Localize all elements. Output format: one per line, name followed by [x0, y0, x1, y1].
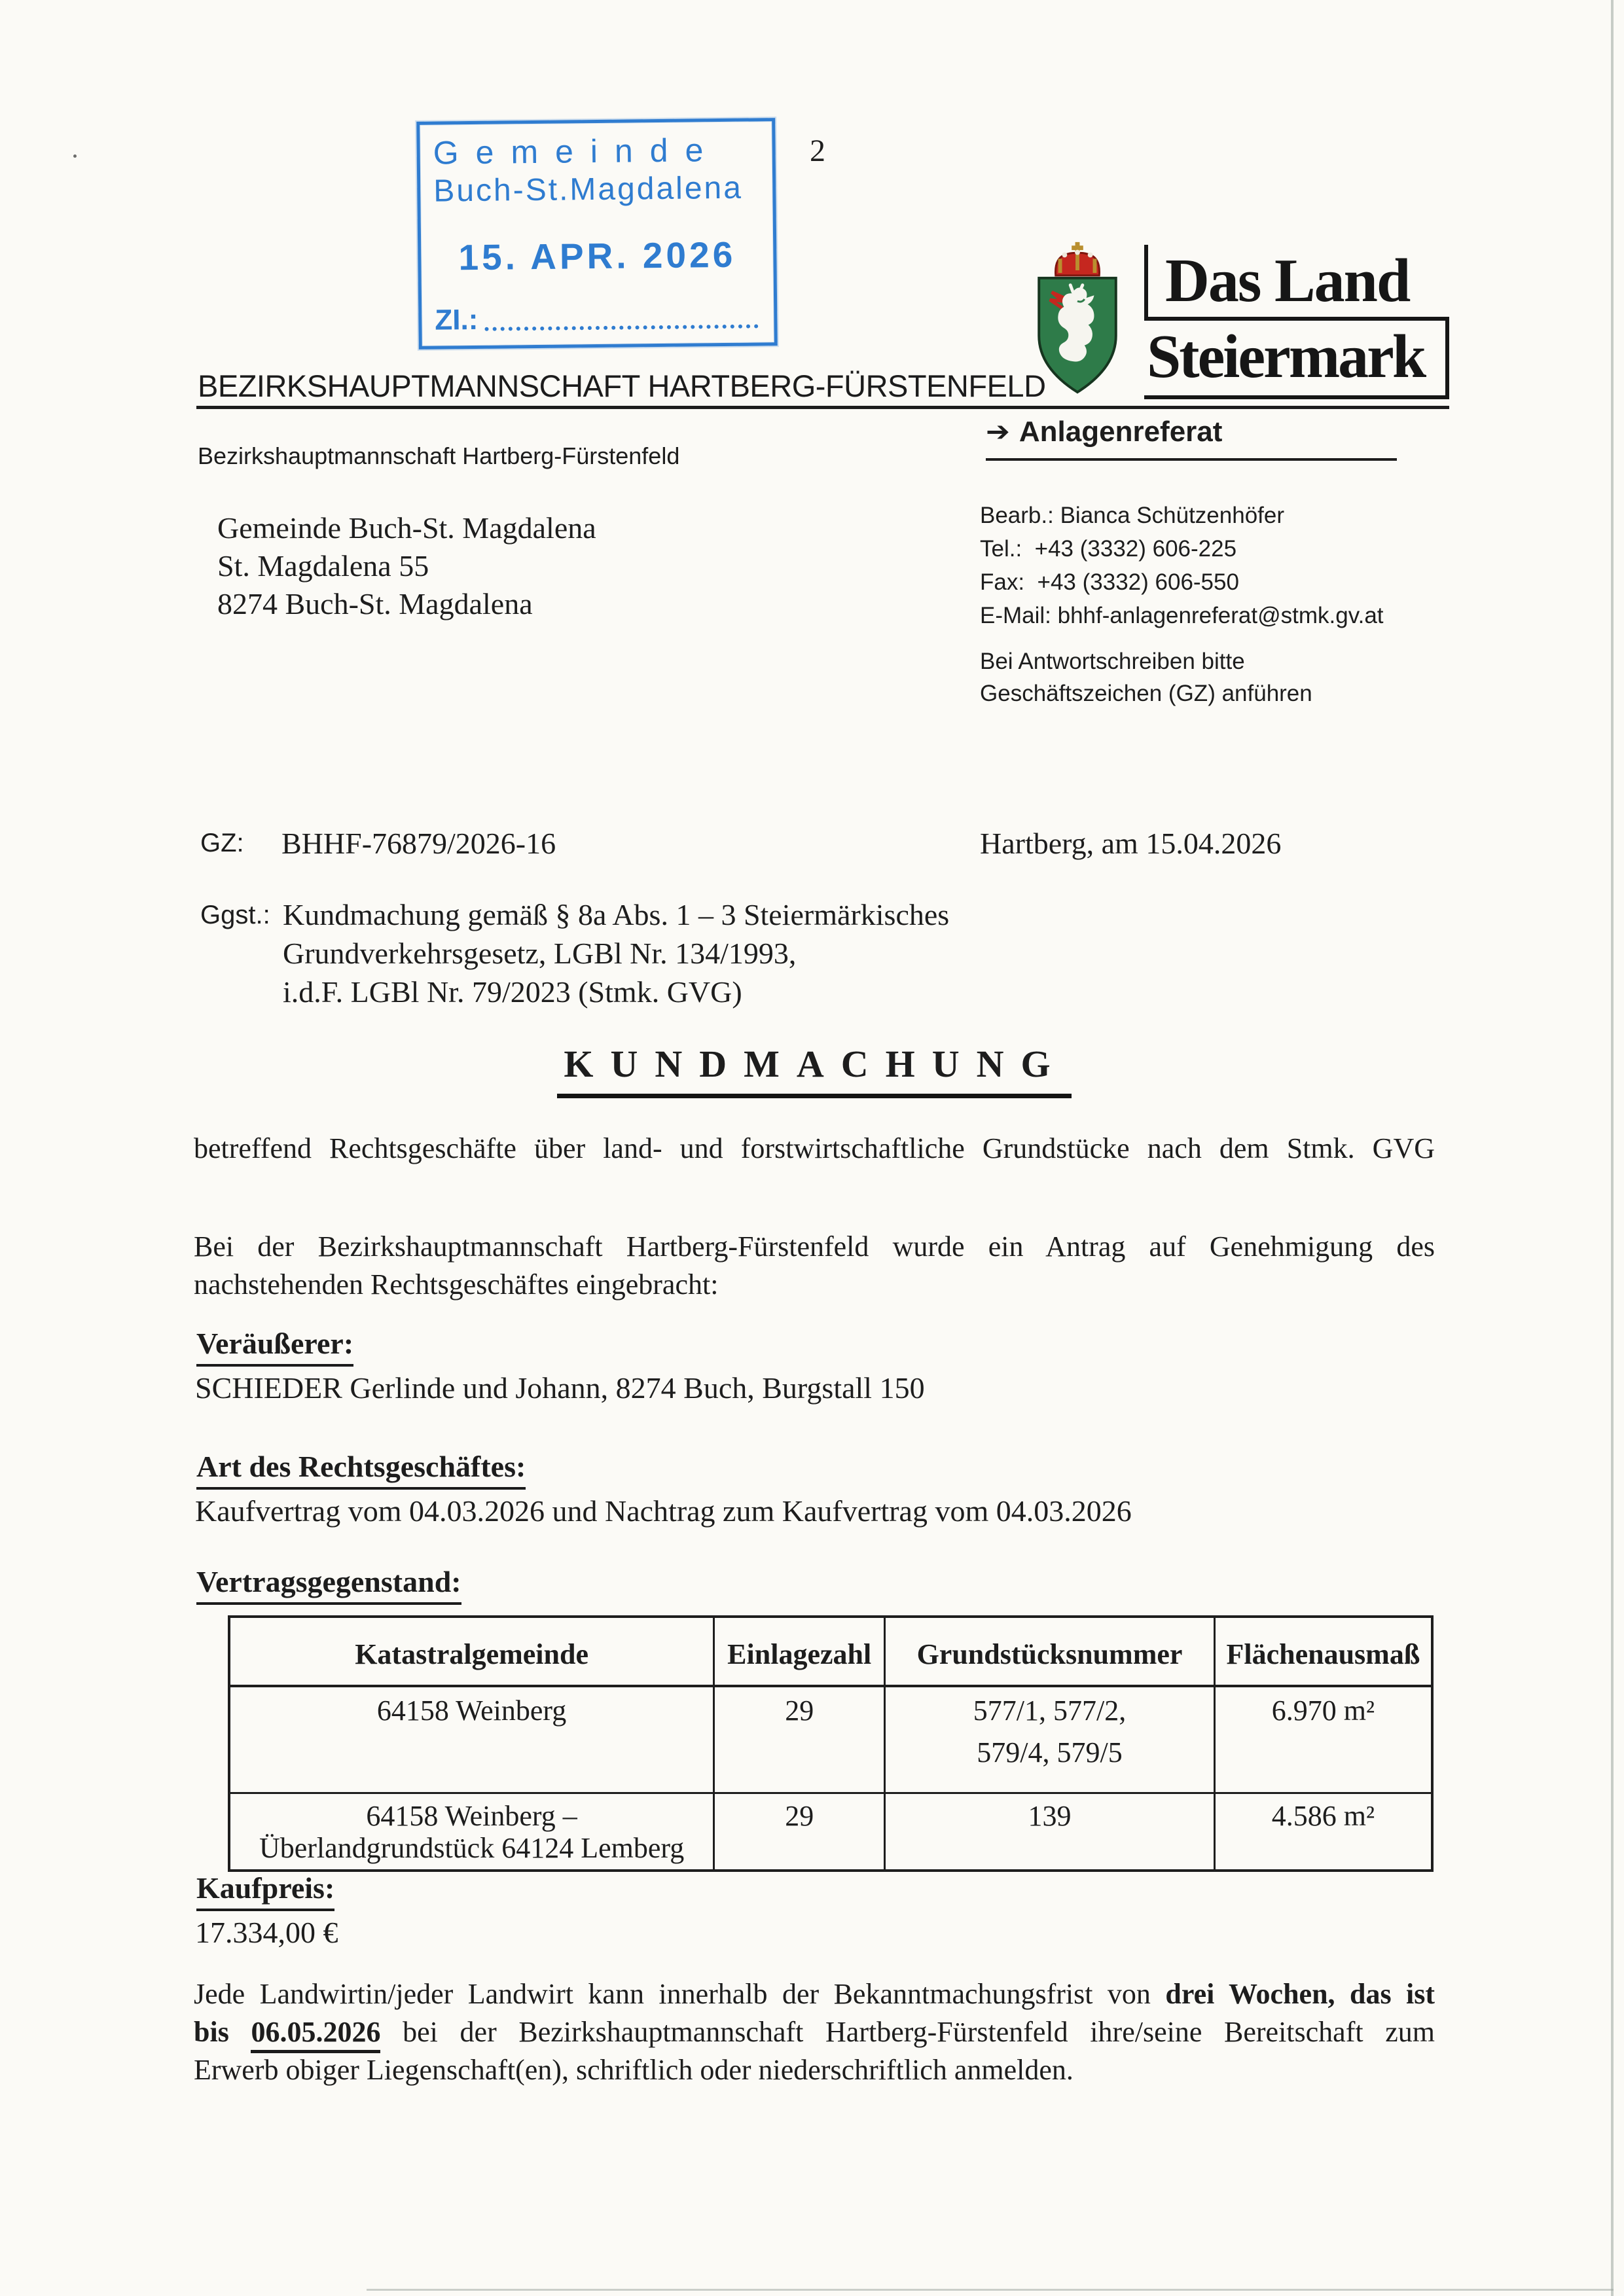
table-cell	[885, 1793, 1215, 1871]
text-line: Bearb.: Bianca Schützenhöfer	[980, 503, 1285, 528]
stamp-zi-label: ZI.:	[435, 303, 478, 336]
place-and-date: Hartberg, am 15.04.2026	[980, 827, 1282, 860]
parcel-table	[228, 1615, 1434, 1872]
table-header-cell: Flächenausmaß	[1214, 1617, 1432, 1686]
table-header-cell: Einlagezahl	[714, 1617, 885, 1686]
emphasis-text: drei Wochen, das ist	[1165, 1978, 1435, 2010]
price-value: 17.334,00 €	[195, 1916, 338, 1949]
department-line	[986, 415, 1222, 448]
document-title-row	[194, 1042, 1435, 1098]
logo-das-land: Das Land	[1144, 245, 1449, 317]
reply-note	[980, 645, 1312, 709]
gz-value: BHHF-76879/2026-16	[281, 827, 556, 860]
text-line: Kundmachung gemäß § 8a Abs. 1 – 3 Steiermärkisches	[283, 898, 950, 931]
stamp-zi-row	[435, 300, 758, 336]
cell-line: 139	[1028, 1800, 1072, 1832]
text-line: Geschäftszeichen (GZ) anführen	[980, 681, 1312, 706]
scan-dust-speck	[73, 154, 77, 158]
text-line: Bei der Bezirkshauptmannschaft Hartberg-Fürstenfeld wurde ein Antrag auf Genehmigung des	[194, 1230, 1435, 1263]
logo-steiermark: Steiermark	[1144, 317, 1449, 399]
table-cell	[1214, 1793, 1432, 1871]
table-cell	[714, 1793, 885, 1871]
text-line: Grundverkehrsgesetz, LGBl Nr. 134/1993,	[283, 937, 797, 970]
table-row	[229, 1686, 1432, 1793]
notice-line	[194, 2013, 1435, 2051]
department-rule	[986, 458, 1397, 461]
logo-wordmark	[1144, 245, 1449, 399]
table-cell	[229, 1686, 714, 1793]
table-cell	[885, 1686, 1215, 1793]
land-steiermark-logo	[1031, 236, 1453, 406]
table-cell	[714, 1686, 885, 1793]
cell-line: 29	[785, 1800, 814, 1832]
text-line: E-Mail: bhhf-anlagenreferat@stmk.gv.at	[980, 603, 1384, 628]
cell-line: 579/4, 579/5	[977, 1736, 1123, 1768]
gz-label: GZ:	[200, 829, 244, 857]
cell-line: 64158 Weinberg	[376, 1695, 567, 1727]
subject-ref-text	[283, 895, 949, 1011]
text-line: Bei Antwortschreiben bitte	[980, 649, 1245, 674]
table-header-row	[229, 1617, 1432, 1686]
scan-edge-artifact-bottom	[367, 2289, 1614, 2291]
contact-block	[980, 499, 1384, 632]
header-rule	[196, 406, 1449, 409]
subject-ref-label: Ggst.:	[200, 901, 270, 929]
cell-line: 577/1, 577/2,	[973, 1695, 1127, 1727]
table-header-cell: Grundstücksnummer	[885, 1617, 1215, 1686]
plain-text: bei der Bezirkshauptmannschaft Hartberg-Fürstenfeld ihre/seine Bereitschaft zum	[380, 2016, 1435, 2048]
plain-text: Erwerb obiger Liegenschaft(en), schriftlich oder niederschriftlich anmelden.	[194, 2054, 1074, 2086]
cell-line: 4.586 m²	[1271, 1800, 1375, 1832]
table-body	[229, 1686, 1432, 1871]
notice-line	[194, 1975, 1435, 2013]
municipality-receipt-stamp	[416, 118, 778, 350]
contract-subject-heading: Vertragsgegenstand:	[196, 1564, 461, 1605]
seller-heading: Veräußerer:	[196, 1326, 353, 1367]
authority-subline: Bezirkshauptmannschaft Hartberg-Fürstenfeld	[198, 442, 680, 469]
emphasis-text: bis	[194, 2016, 251, 2048]
arrow-right-icon: ➔	[986, 416, 1010, 447]
document-title: KUNDMACHUNG	[557, 1042, 1071, 1098]
text-line: Gemeinde Buch-St. Magdalena	[217, 511, 596, 545]
stamp-municipality-name: Buch-St.Magdalena	[433, 170, 744, 209]
deadline-date: 06.05.2026	[251, 2016, 380, 2053]
text-line: 8274 Buch-St. Magdalena	[217, 587, 533, 620]
text-line: i.d.F. LGBl Nr. 79/2023 (Stmk. GVG)	[283, 975, 742, 1009]
table-row	[229, 1793, 1432, 1871]
subject-line: betreffend Rechtsgeschäfte über land- und forstwirtschaftliche Grundstücke nach dem Stmk. GVG	[194, 1132, 1435, 1164]
text-line: St. Magdalena 55	[217, 549, 429, 583]
transaction-type-heading: Art des Rechtsgeschäftes:	[196, 1449, 526, 1490]
table-cell	[229, 1793, 714, 1871]
authority-heading: BEZIRKSHAUPTMANNSCHAFT HARTBERG-FÜRSTENFELD	[198, 368, 1046, 403]
page-number: 2	[810, 134, 825, 168]
text-line: nachstehenden Rechtsgeschäftes eingebracht:	[194, 1268, 719, 1300]
scan-edge-artifact-right	[1611, 0, 1614, 2296]
cell-line: 6.970 m²	[1271, 1695, 1375, 1727]
notice-paragraph	[194, 1975, 1435, 2089]
table-header-cell: Katastralgemeinde	[229, 1617, 714, 1686]
seller-value: SCHIEDER Gerlinde und Johann, 8274 Buch, Burgstall 150	[195, 1371, 925, 1405]
stamp-dotted-line	[484, 324, 758, 331]
stamp-gemeinde-line: Gemeinde	[433, 132, 721, 171]
stamp-date: 15. APR. 2026	[458, 234, 736, 278]
notice-line	[194, 2051, 1435, 2089]
plain-text: Jede Landwirtin/jeder Landwirt kann innerhalb der Bekanntmachungsfrist von	[194, 1978, 1166, 2010]
transaction-type-value: Kaufvertrag vom 04.03.2026 und Nachtrag zum Kaufvertrag vom 04.03.2026	[195, 1494, 1132, 1528]
price-heading: Kaufpreis:	[196, 1871, 334, 1911]
text-line: Fax: +43 (3332) 606-550	[980, 569, 1239, 595]
table-cell	[1214, 1686, 1432, 1793]
text-line: Tel.: +43 (3332) 606-225	[980, 536, 1237, 562]
cell-line: Überlandgrundstück 64124 Lemberg	[259, 1832, 685, 1864]
table-head	[229, 1617, 1432, 1686]
recipient-address	[217, 509, 596, 623]
department-name: Anlagenreferat	[1019, 416, 1223, 448]
cell-line: 64158 Weinberg –	[366, 1800, 577, 1832]
cell-line: 29	[785, 1695, 814, 1727]
intro-paragraph	[194, 1228, 1435, 1304]
